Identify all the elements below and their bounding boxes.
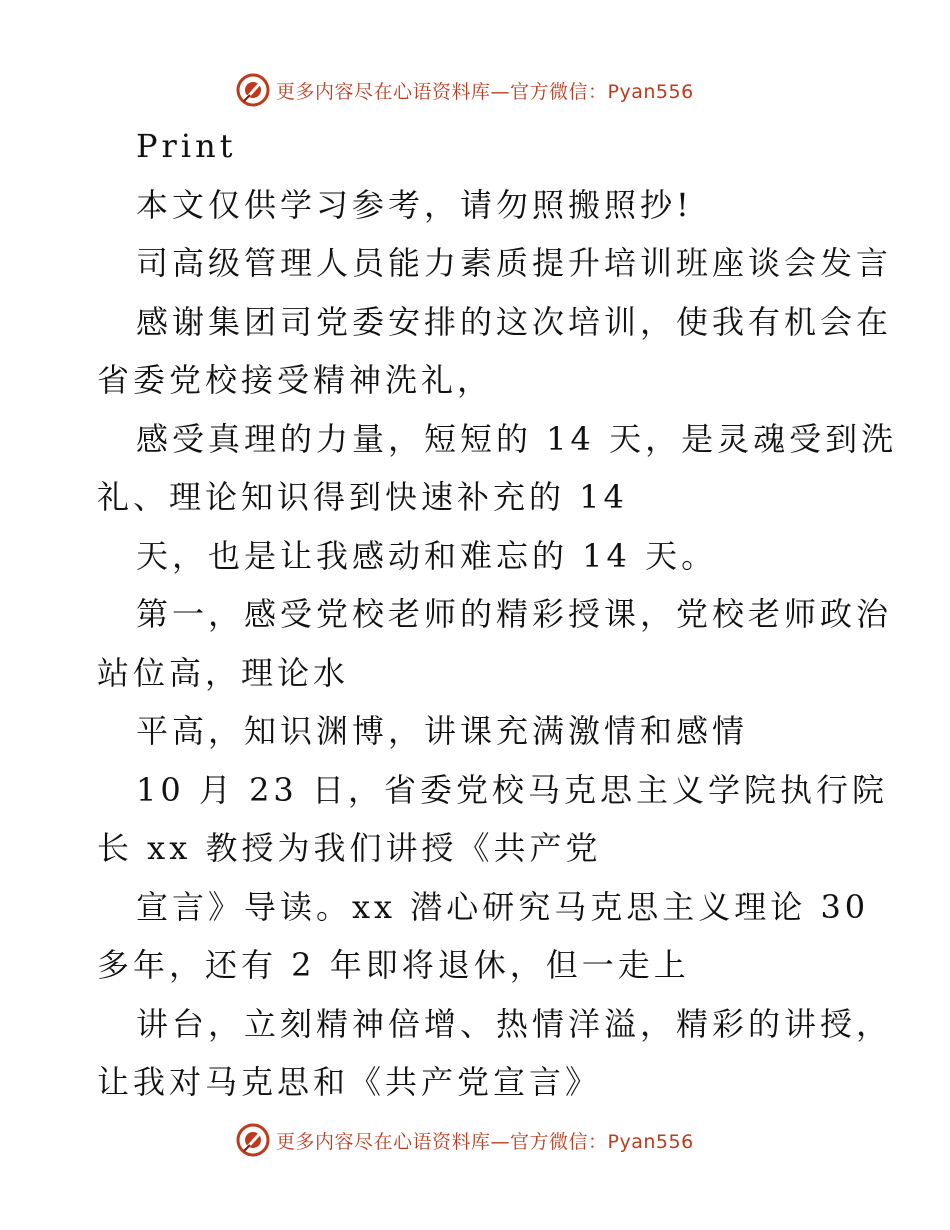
footer-watermark <box>236 1120 716 1160</box>
doc-line: 宣言》导读。xx 潜心研究马克思主义理论 30 <box>136 888 870 926</box>
doc-line: 天，也是让我感动和难忘的 14 天。 <box>136 537 718 575</box>
doc-line: 站位高，理论水 <box>97 654 350 692</box>
brand-logo-icon <box>236 73 270 107</box>
doc-line: 讲台，立刻精神倍增、热情洋溢，精彩的讲授， <box>136 1005 893 1043</box>
doc-line: 本文仅供学习参考，请勿照搬照抄! <box>136 186 693 224</box>
watermark-text <box>276 77 694 104</box>
doc-line: Print <box>136 127 237 165</box>
doc-line: 平高，知识渊博，讲课充满激情和感情 <box>136 712 749 750</box>
doc-line: 第一，感受党校老师的精彩授课，党校老师政治 <box>136 595 893 633</box>
doc-line: 长 xx 教授为我们讲授《共产党 <box>97 829 602 867</box>
watermark-text <box>276 1127 694 1154</box>
doc-line: 10 月 23 日，省委党校马克思主义学院执行院 <box>136 771 888 809</box>
watermark-handle: Pyan556 <box>607 1130 694 1153</box>
doc-line: 省委党校接受精神洗礼， <box>97 361 494 399</box>
doc-line: 多年，还有 2 年即将退休，但一走上 <box>97 946 690 984</box>
doc-line: 司高级管理人员能力素质提升培训班座谈会发言 <box>136 244 893 282</box>
watermark-label: 更多内容尽在心语资料库—官方微信： <box>276 1130 608 1153</box>
doc-line: 礼、理论知识得到快速补充的 14 <box>97 478 628 516</box>
watermark-handle: Pyan556 <box>607 80 694 103</box>
doc-line: 感谢集团司党委安排的这次培训，使我有机会在 <box>136 303 893 341</box>
doc-line: 让我对马克思和《共产党宣言》 <box>97 1063 602 1101</box>
doc-line: 感受真理的力量，短短的 14 天，是灵魂受到洗 <box>136 420 898 458</box>
header-watermark <box>236 70 716 110</box>
brand-logo-icon <box>236 1123 270 1157</box>
watermark-label: 更多内容尽在心语资料库—官方微信： <box>276 80 608 103</box>
